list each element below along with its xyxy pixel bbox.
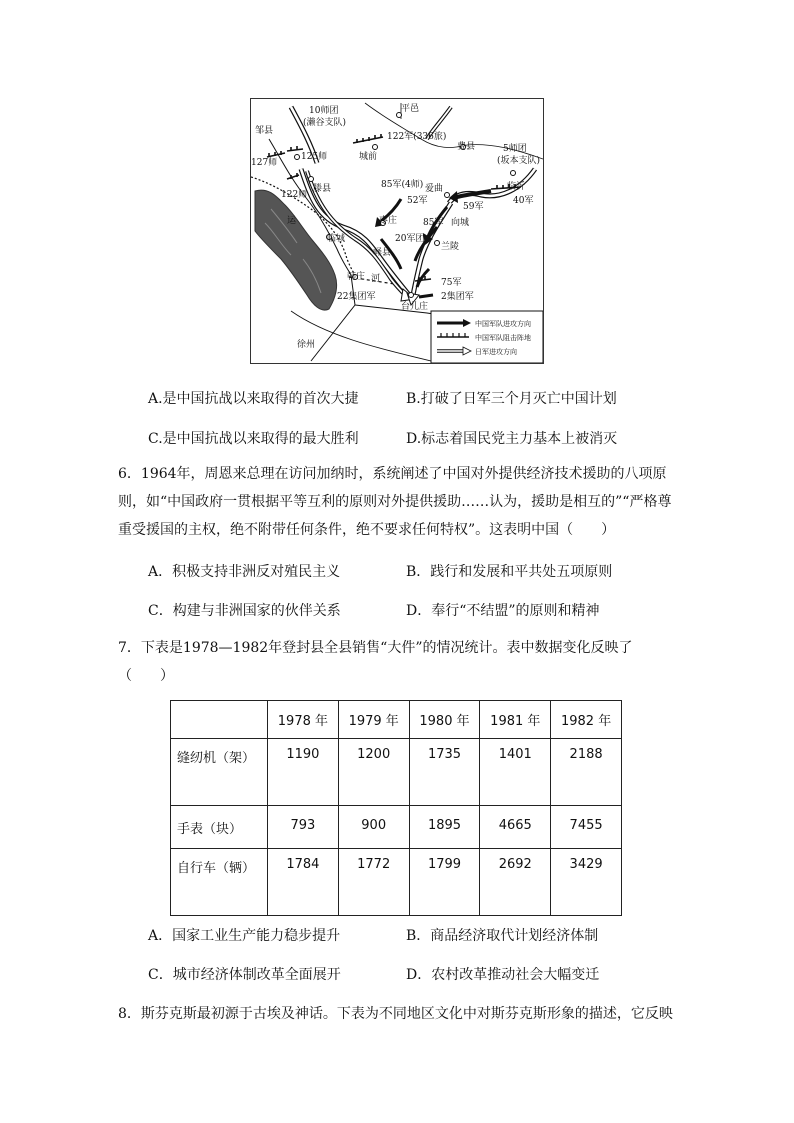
table-cell: 3429 bbox=[551, 849, 622, 916]
q7-option-c: C．城市经济体制改革全面展开 bbox=[148, 967, 341, 983]
label-div125: 125师 bbox=[301, 152, 328, 162]
table-header-cell: 1981 年 bbox=[480, 701, 551, 739]
label-army122-336: 122军(336旅) bbox=[387, 132, 447, 142]
label-div122: 122师 bbox=[281, 190, 308, 200]
sales-table bbox=[170, 700, 622, 916]
battle-map bbox=[250, 98, 544, 364]
table-header-cell: 1980 年 bbox=[409, 701, 480, 739]
label-army20: 20军团 bbox=[395, 234, 425, 244]
q8-question: 8．斯芬克斯最初源于古埃及神话。下表为不同地区文化中对斯芬克斯形象的描述，它反映 bbox=[118, 1006, 673, 1022]
table-cell: 1190 bbox=[268, 739, 339, 806]
table-cell: 1401 bbox=[480, 739, 551, 806]
label-zouxian: 邹县 bbox=[255, 126, 274, 136]
label-lincheng: 临城 bbox=[327, 234, 346, 244]
label-xuzhou: 徐州 bbox=[297, 340, 316, 350]
q6-option-a: A．积极支持非洲反对殖民主义 bbox=[148, 564, 341, 580]
battle-map-drawing bbox=[251, 99, 543, 363]
label-army85: 85军 bbox=[423, 218, 444, 228]
table-cell: 4665 bbox=[480, 806, 551, 849]
legend-cn-attack: 中国军队进攻方向 bbox=[475, 320, 531, 328]
table-cell: 1784 bbox=[268, 849, 339, 916]
table-header-cell: 1982 年 bbox=[551, 701, 622, 739]
table-cell: 793 bbox=[268, 806, 339, 849]
table-header-cell: 1979 年 bbox=[338, 701, 409, 739]
q7-option-d: D．农村改革推动社会大幅变迁 bbox=[406, 967, 600, 983]
table-row bbox=[171, 849, 622, 916]
label-yun: 运 bbox=[287, 216, 297, 226]
q6-option-c: C．构建与非洲国家的伙伴关系 bbox=[148, 603, 341, 619]
label-zaozhuang: 枣庄 bbox=[379, 216, 398, 226]
table-cell: 2188 bbox=[551, 739, 622, 806]
label-army40: 40军 bbox=[513, 196, 534, 206]
label-xiangcheng: 向城 bbox=[451, 218, 470, 228]
label-group2: 2集团军 bbox=[441, 292, 474, 302]
q6-option-d: D．奉行“不结盟”的原则和精神 bbox=[406, 603, 600, 619]
table-header-row bbox=[171, 701, 622, 739]
label-yixian: 峄县 bbox=[373, 248, 392, 258]
label-army85-4: 85军(4师) bbox=[381, 180, 424, 190]
legend-cn-block: 中国军队阻击阵地 bbox=[475, 334, 531, 342]
label-pingyi: 平邑 bbox=[401, 104, 420, 114]
label-he: 河 bbox=[371, 274, 381, 284]
label-lanling: 兰陵 bbox=[441, 242, 460, 252]
label-feixian: 费县 bbox=[457, 142, 476, 152]
label-div127: 127师 bbox=[251, 158, 278, 168]
row-label: 自行车（辆） bbox=[171, 849, 268, 916]
label-hanzhuang: 韩庄 bbox=[347, 272, 366, 282]
map-legend bbox=[431, 311, 543, 363]
table-row bbox=[171, 806, 622, 849]
row-label: 缝纫机（架） bbox=[171, 739, 268, 806]
table-cell: 1895 bbox=[409, 806, 480, 849]
label-taierzhuang: 台儿庄 bbox=[401, 302, 429, 312]
q6-option-b: B．践行和发展和平共处五项原则 bbox=[406, 564, 613, 580]
table-cell: 7455 bbox=[551, 806, 622, 849]
q7-question: 7．下表是1978—1982年登封县全县销售“大件”的情况统计。表中数据变化反映了（ ） bbox=[118, 640, 633, 684]
label-tengxian: 滕县 bbox=[313, 184, 332, 194]
label-group22: 22集团军 bbox=[337, 292, 376, 302]
table-cell: 1200 bbox=[338, 739, 409, 806]
label-div10: 10师团 bbox=[309, 106, 339, 116]
table-cell: 1735 bbox=[409, 739, 480, 806]
q5-option-d: D.标志着国民党主力基本上被消灭 bbox=[406, 431, 618, 447]
q7-option-b: B．商品经济取代计划经济体制 bbox=[406, 928, 599, 944]
row-label: 手表（块） bbox=[171, 806, 268, 849]
label-div52: 52军 bbox=[407, 196, 428, 206]
table-corner-cell bbox=[171, 701, 268, 739]
label-chengqian: 城前 bbox=[359, 152, 378, 162]
label-army75: 75军 bbox=[441, 278, 462, 288]
table-cell: 900 bbox=[338, 806, 409, 849]
table-cell: 1799 bbox=[409, 849, 480, 916]
q6-question: 6．1964年，周恩来总理在访问加纳时，系统阐述了中国对外提供经济技术援助的八项原则，如“中国政府一贯根据平等互利的原则对外提供援助……认为，援助是相互的”“严格尊重受援国的主权，绝不附带任何条件，绝不要求任何特权”。这表明中国（ ） bbox=[118, 466, 672, 538]
label-aiqu: 爱曲 bbox=[425, 184, 444, 194]
table-row bbox=[171, 739, 622, 806]
label-army59: 59军 bbox=[463, 202, 484, 212]
q5-option-a: A.是中国抗战以来取得的首次大捷 bbox=[148, 391, 359, 407]
table-cell: 2692 bbox=[480, 849, 551, 916]
legend-jp-attack: 日军进攻方向 bbox=[475, 348, 517, 356]
label-div5: 5师团 bbox=[503, 144, 527, 154]
q7-option-a: A．国家工业生产能力稳步提升 bbox=[148, 928, 341, 944]
label-linyi: 临沂 bbox=[507, 182, 526, 192]
table-cell: 1772 bbox=[338, 849, 409, 916]
label-div10-sub: (濑谷支队) bbox=[303, 118, 347, 128]
table-header-cell: 1978 年 bbox=[268, 701, 339, 739]
q5-option-b: B.打破了日军三个月灭亡中国计划 bbox=[406, 391, 617, 407]
q5-option-c: C.是中国抗战以来取得的最大胜利 bbox=[148, 431, 359, 447]
label-div5-sub: (坂本支队) bbox=[497, 156, 541, 166]
